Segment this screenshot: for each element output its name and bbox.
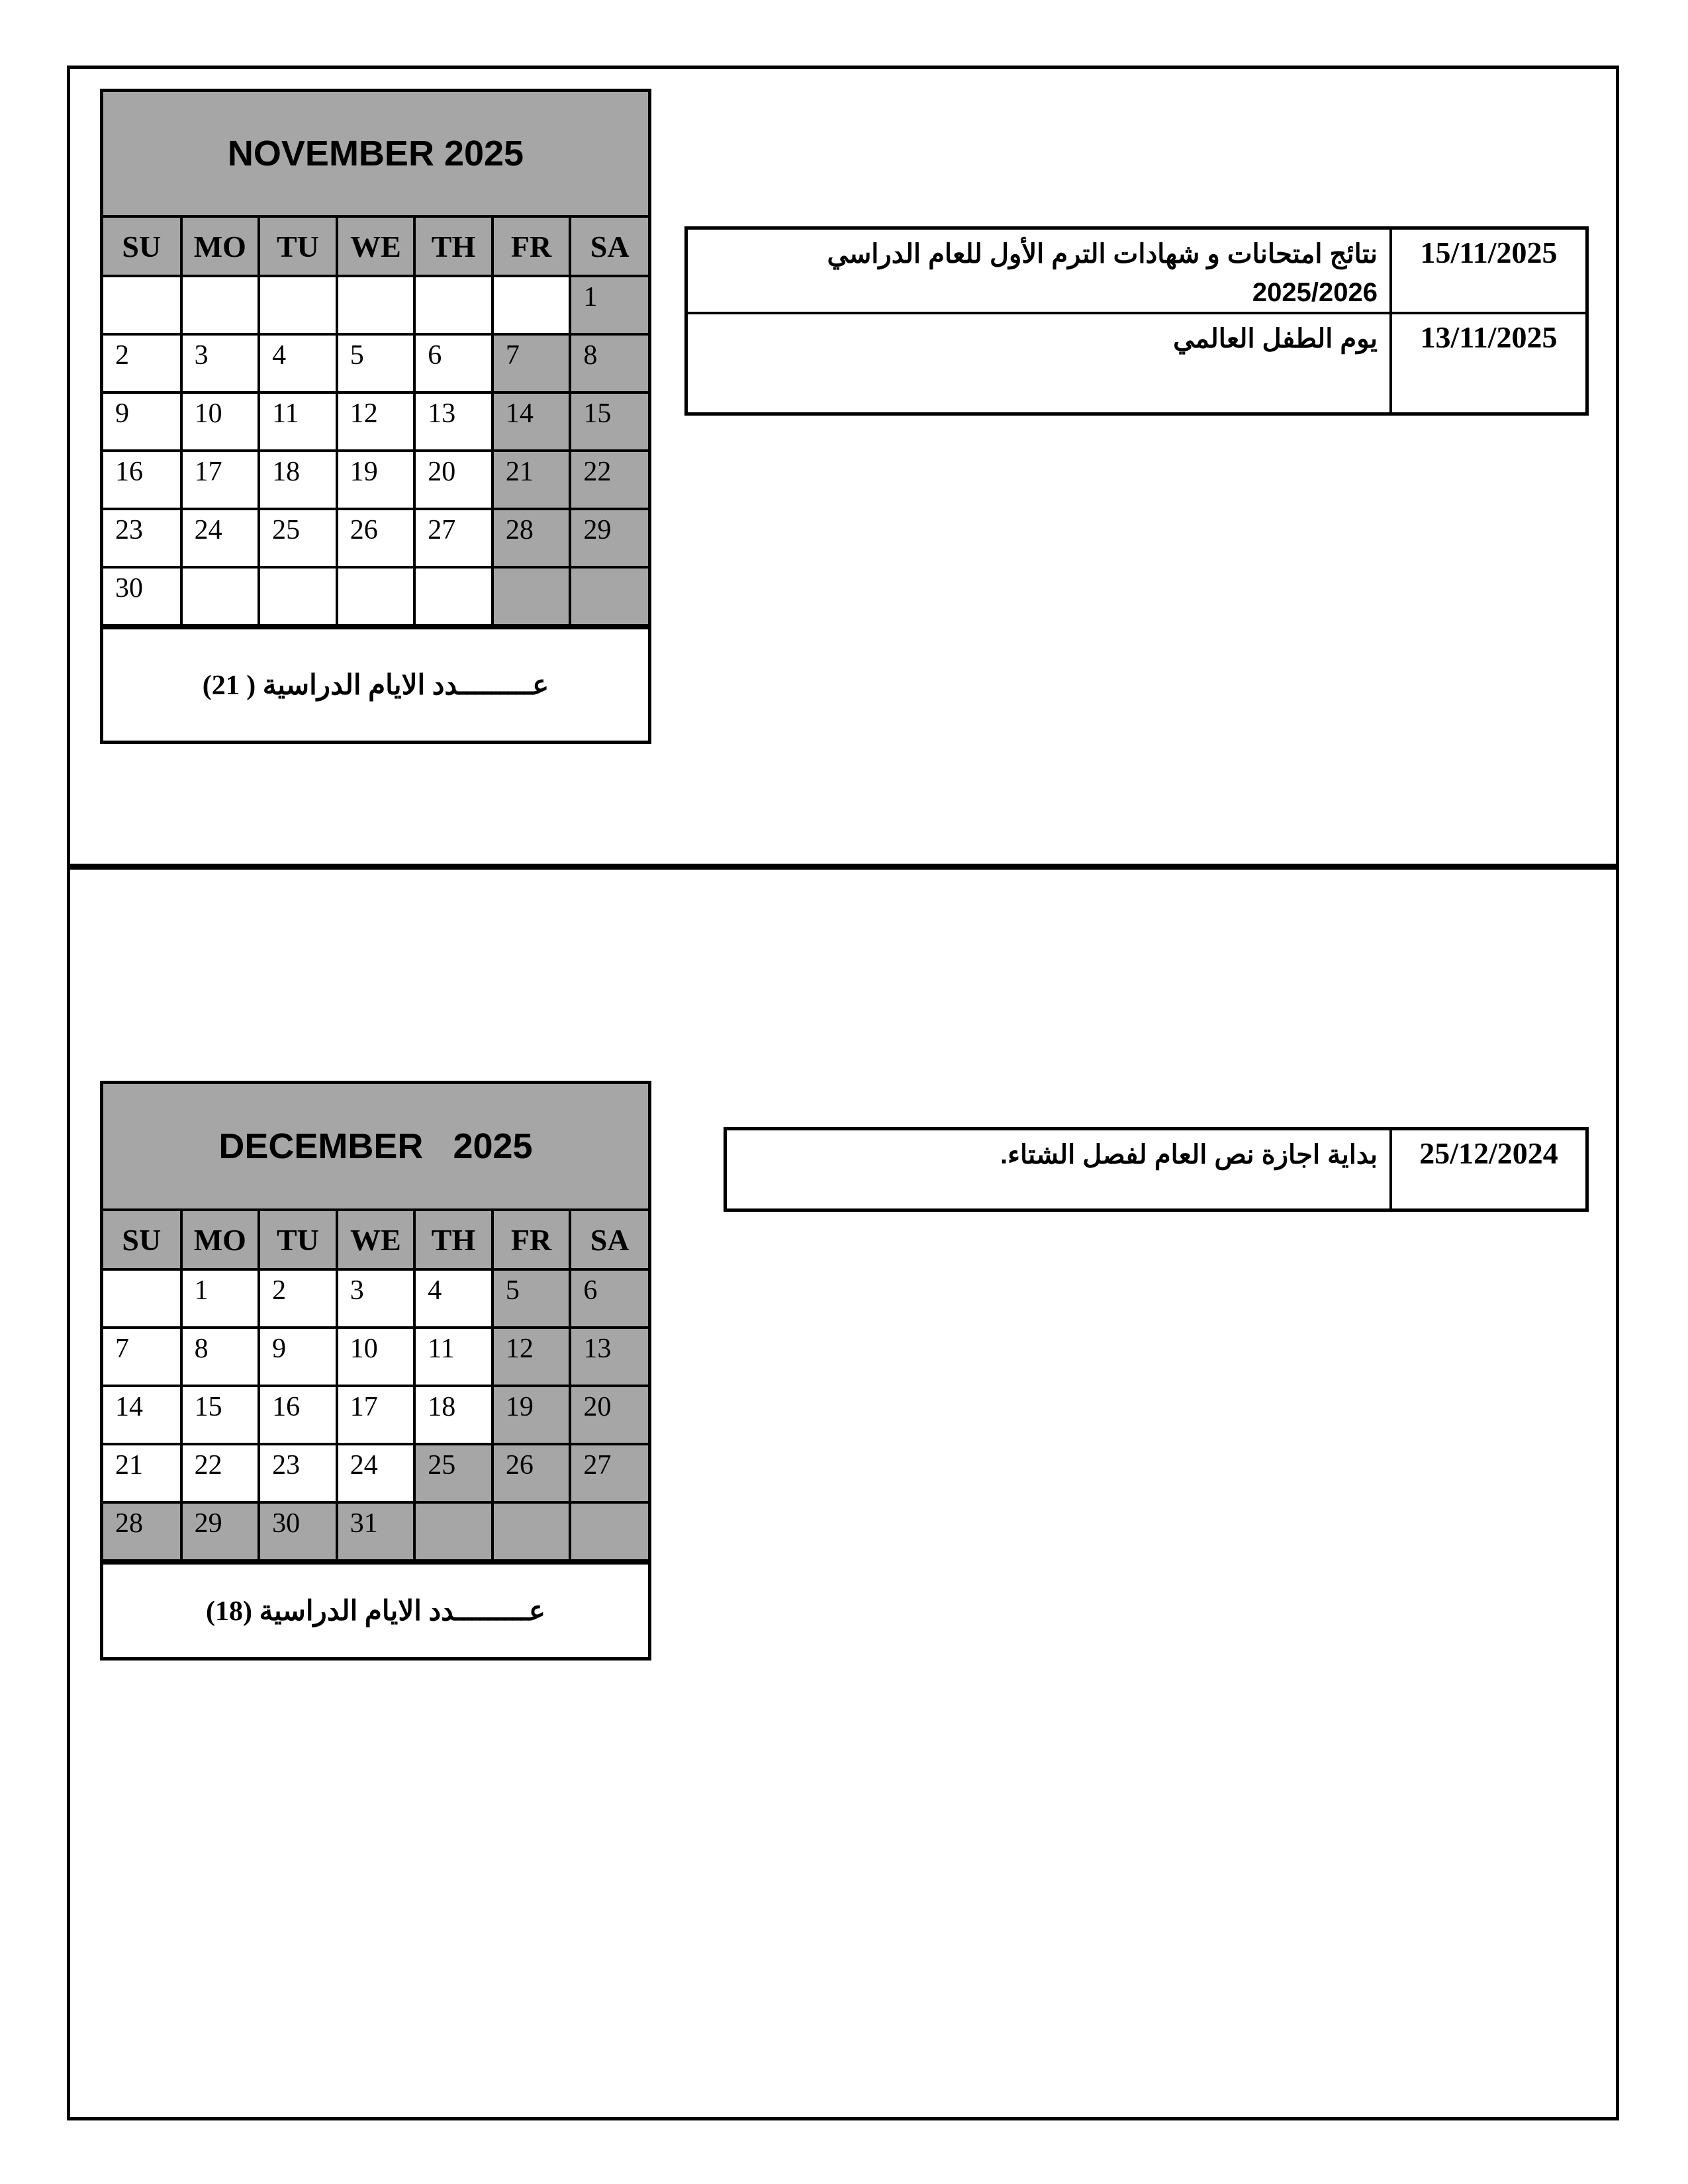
day-cell xyxy=(103,276,181,334)
calendar-grid xyxy=(103,1211,648,1562)
day-cell: 29 xyxy=(181,1502,259,1561)
weekday-header: SU xyxy=(103,1211,181,1269)
day-cell: 24 xyxy=(181,509,259,567)
day-cell: 28 xyxy=(103,1502,181,1561)
day-cell: 30 xyxy=(259,1502,337,1561)
section-divider xyxy=(67,864,1619,870)
day-cell: 26 xyxy=(492,1444,571,1502)
day-cell xyxy=(492,1502,571,1561)
day-cell xyxy=(570,1502,648,1561)
month-title: NOVEMBER 2025 xyxy=(103,92,648,218)
day-cell: 23 xyxy=(259,1444,337,1502)
week-row xyxy=(103,392,648,451)
week-row xyxy=(103,334,648,392)
event-date: 15/11/2025 xyxy=(1391,228,1587,314)
week-row xyxy=(103,1269,648,1328)
day-cell: 12 xyxy=(492,1328,571,1386)
day-cell xyxy=(181,276,259,334)
weekday-header-row xyxy=(103,1211,648,1269)
day-cell: 13 xyxy=(570,1328,648,1386)
day-cell: 27 xyxy=(414,509,492,567)
day-cell xyxy=(103,1269,181,1328)
december-events-table xyxy=(724,1127,1589,1212)
day-cell: 9 xyxy=(259,1328,337,1386)
day-cell: 5 xyxy=(492,1269,571,1328)
day-cell: 10 xyxy=(337,1328,415,1386)
weekday-header-row xyxy=(103,218,648,276)
day-cell: 7 xyxy=(103,1328,181,1386)
weekday-header: TU xyxy=(259,1211,337,1269)
weekday-header: SA xyxy=(570,1211,648,1269)
day-cell: 6 xyxy=(414,334,492,392)
school-days-count: عـــــــــدد الايام الدراسية (18) xyxy=(103,1562,648,1657)
day-cell: 6 xyxy=(570,1269,648,1328)
day-cell: 1 xyxy=(181,1269,259,1328)
weekday-header: SA xyxy=(570,218,648,276)
weekday-header: FR xyxy=(492,218,571,276)
day-cell: 28 xyxy=(492,509,571,567)
day-cell: 4 xyxy=(259,334,337,392)
day-cell xyxy=(414,567,492,625)
event-description: بداية اجازة نص العام لفصل الشتاء. xyxy=(726,1129,1391,1210)
day-cell: 3 xyxy=(181,334,259,392)
day-cell: 16 xyxy=(103,451,181,509)
day-cell: 22 xyxy=(570,451,648,509)
day-cell: 17 xyxy=(181,451,259,509)
day-cell xyxy=(337,567,415,625)
day-cell: 13 xyxy=(414,392,492,451)
day-cell: 12 xyxy=(337,392,415,451)
day-cell: 17 xyxy=(337,1386,415,1444)
day-cell xyxy=(492,567,571,625)
day-cell: 5 xyxy=(337,334,415,392)
november-events-table xyxy=(684,226,1589,416)
day-cell: 7 xyxy=(492,334,571,392)
day-cell: 16 xyxy=(259,1386,337,1444)
day-cell: 14 xyxy=(492,392,571,451)
day-cell: 18 xyxy=(414,1386,492,1444)
event-date: 13/11/2025 xyxy=(1391,313,1587,414)
day-cell xyxy=(259,276,337,334)
day-cell: 9 xyxy=(103,392,181,451)
week-row xyxy=(103,276,648,334)
event-date: 25/12/2024 xyxy=(1391,1129,1587,1210)
day-cell xyxy=(492,276,571,334)
day-cell: 11 xyxy=(414,1328,492,1386)
day-cell: 23 xyxy=(103,509,181,567)
weekday-header: TH xyxy=(414,218,492,276)
week-row xyxy=(103,451,648,509)
day-cell: 22 xyxy=(181,1444,259,1502)
event-row xyxy=(686,228,1587,314)
day-cell: 10 xyxy=(181,392,259,451)
school-days-count: عـــــــــدد الايام الدراسية ( 21) xyxy=(103,627,648,741)
day-cell xyxy=(337,276,415,334)
day-cell: 19 xyxy=(492,1386,571,1444)
day-cell: 30 xyxy=(103,567,181,625)
day-cell xyxy=(570,567,648,625)
day-cell: 8 xyxy=(570,334,648,392)
day-cell: 1 xyxy=(570,276,648,334)
day-cell: 31 xyxy=(337,1502,415,1561)
weekday-header: MO xyxy=(181,218,259,276)
day-cell: 3 xyxy=(337,1269,415,1328)
day-cell xyxy=(414,1502,492,1561)
weekday-header: WE xyxy=(337,218,415,276)
day-cell: 20 xyxy=(570,1386,648,1444)
weekday-header: SU xyxy=(103,218,181,276)
day-cell: 27 xyxy=(570,1444,648,1502)
weekday-header: TU xyxy=(259,218,337,276)
day-cell: 21 xyxy=(492,451,571,509)
event-description: نتائج امتحانات و شهادات الترم الأول للعام الدراسي 2025/2026 xyxy=(686,228,1391,314)
day-cell xyxy=(181,567,259,625)
weekday-header: FR xyxy=(492,1211,571,1269)
day-cell: 20 xyxy=(414,451,492,509)
day-cell: 11 xyxy=(259,392,337,451)
day-cell: 15 xyxy=(181,1386,259,1444)
week-row xyxy=(103,1328,648,1386)
day-cell: 18 xyxy=(259,451,337,509)
day-cell: 25 xyxy=(259,509,337,567)
day-cell: 2 xyxy=(103,334,181,392)
day-cell: 14 xyxy=(103,1386,181,1444)
day-cell: 26 xyxy=(337,509,415,567)
weekday-header: MO xyxy=(181,1211,259,1269)
weekday-header: TH xyxy=(414,1211,492,1269)
day-cell: 4 xyxy=(414,1269,492,1328)
day-cell: 25 xyxy=(414,1444,492,1502)
weekday-header: WE xyxy=(337,1211,415,1269)
week-row xyxy=(103,567,648,625)
december-calendar xyxy=(100,1081,651,1661)
day-cell: 21 xyxy=(103,1444,181,1502)
event-row xyxy=(726,1129,1587,1210)
day-cell: 8 xyxy=(181,1328,259,1386)
day-cell: 29 xyxy=(570,509,648,567)
event-description: يوم الطفل العالمي xyxy=(686,313,1391,414)
event-row xyxy=(686,313,1587,414)
week-row xyxy=(103,509,648,567)
day-cell: 2 xyxy=(259,1269,337,1328)
week-row xyxy=(103,1502,648,1561)
day-cell xyxy=(414,276,492,334)
day-cell xyxy=(259,567,337,625)
week-row xyxy=(103,1444,648,1502)
day-cell: 19 xyxy=(337,451,415,509)
month-title: DECEMBER 2025 xyxy=(103,1084,648,1211)
calendar-grid xyxy=(103,218,648,627)
day-cell: 24 xyxy=(337,1444,415,1502)
day-cell: 15 xyxy=(570,392,648,451)
november-calendar xyxy=(100,89,651,744)
week-row xyxy=(103,1386,648,1444)
